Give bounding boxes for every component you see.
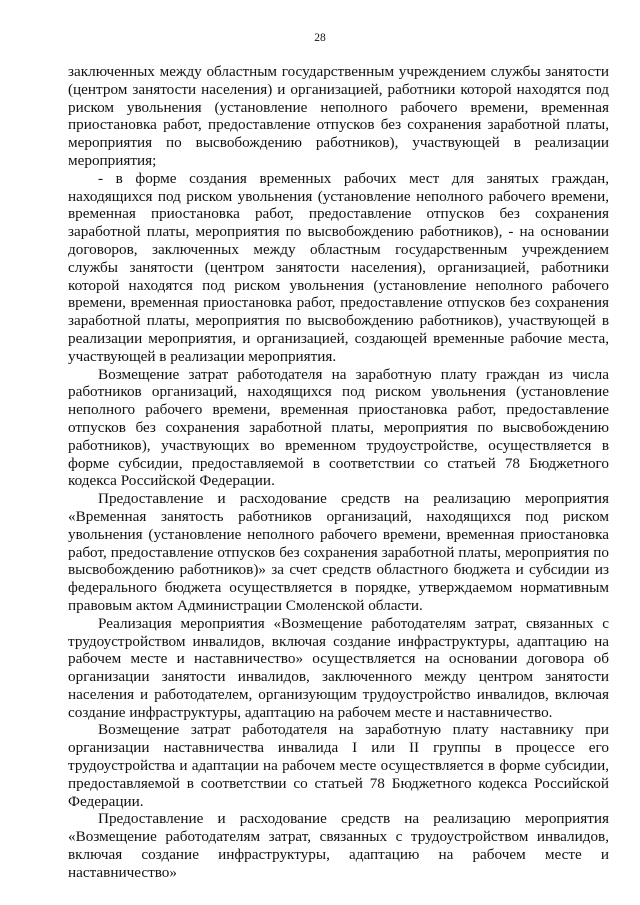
document-body	[68, 63, 609, 882]
paragraph-mentor-reimbursement: Возмещение затрат работодателя на заработную плату наставнику при организации наставничества инвалида I или II группы в процессе его трудоустройства и адаптации на рабочем месте осуществляется в форме субсидии, предоставляемой в соответствии со статьей 78 Бюджетного кодекса Российской Федерации.	[68, 721, 609, 810]
paragraph-wage-reimbursement: Возмещение затрат работодателя на заработную плату граждан из числа работников организаций, находящихся под риском увольнения (установление неполного рабочего времени, временная приостановка работ, предоставление отпусков без сохранения заработной платы, мероприятия по высвобождению работников), участвующих во временном трудоустройстве, осуществляется в форме субсидии, предоставляемой в соответствии со статьей 78 Бюджетного кодекса Российской Федерации.	[68, 365, 609, 490]
paragraph-funds-disabled: Предоставление и расходование средств на реализацию мероприятия «Возмещение работодателям затрат, связанных с трудоустройством инвалидов, включая создание инфраструктуры, адаптацию на рабочем месте и наставничество»	[68, 810, 609, 881]
paragraph-continuation: заключенных между областным государственным учреждением службы занятости (центром занятости населения) и организацией, работники которой находятся под риском увольнения (установление неполного рабочего времени, временная приостановка работ, предоставление отпусков без сохранения заработной платы, мероприятия по высвобождению работников), участвующей в реализации мероприятия;	[68, 63, 609, 169]
paragraph-funds-provision: Предоставление и расходование средств на реализацию мероприятия «Временная занятость работников организаций, находящихся под риском увольнения (установление неполного рабочего времени, временная приостановка работ, предоставление отпусков без сохранения заработной платы, мероприятия по высвобождению работников)» за счет средств областного бюджета и субсидии из федерального бюджета осуществляется в порядке, утверждаемом нормативным правовым актом Администрации Смоленской области.	[68, 490, 609, 614]
page-number: 28	[314, 32, 326, 44]
paragraph-disabled-employment: Реализация мероприятия «Возмещение работодателям затрат, связанных с трудоустройством инвалидов, включая создание инфраструктуры, адаптацию на рабочем месте и наставничество» осуществляется на основании договора об организации занятости инвалидов, заключенного между центром занятости населения и работодателем, организующим трудоустройство инвалидов, включая создание инфраструктуры, адаптацию на рабочем месте и наставничество.	[68, 614, 609, 721]
paragraph-temporary-jobs: - в форме создания временных рабочих мест для занятых граждан, находящихся под риском увольнения (установление неполного рабочего времени, временная приостановка работ, предоставление отпусков без сохранения заработной платы, мероприятия по высвобождению работников), - на основании договоров, заключенных между областным государственным учреждением службы занятости (центром занятости населения), организацией, работники которой находятся под риском увольнения (установление неполного рабочего времени, временная приостановка работ, предоставление отпусков без сохранения заработной платы, мероприятия по высвобождению работников), участвующей в реализации мероприятия, и организацией, создающей временные рабочие места, участвующей в реализации мероприятия.	[68, 169, 609, 365]
